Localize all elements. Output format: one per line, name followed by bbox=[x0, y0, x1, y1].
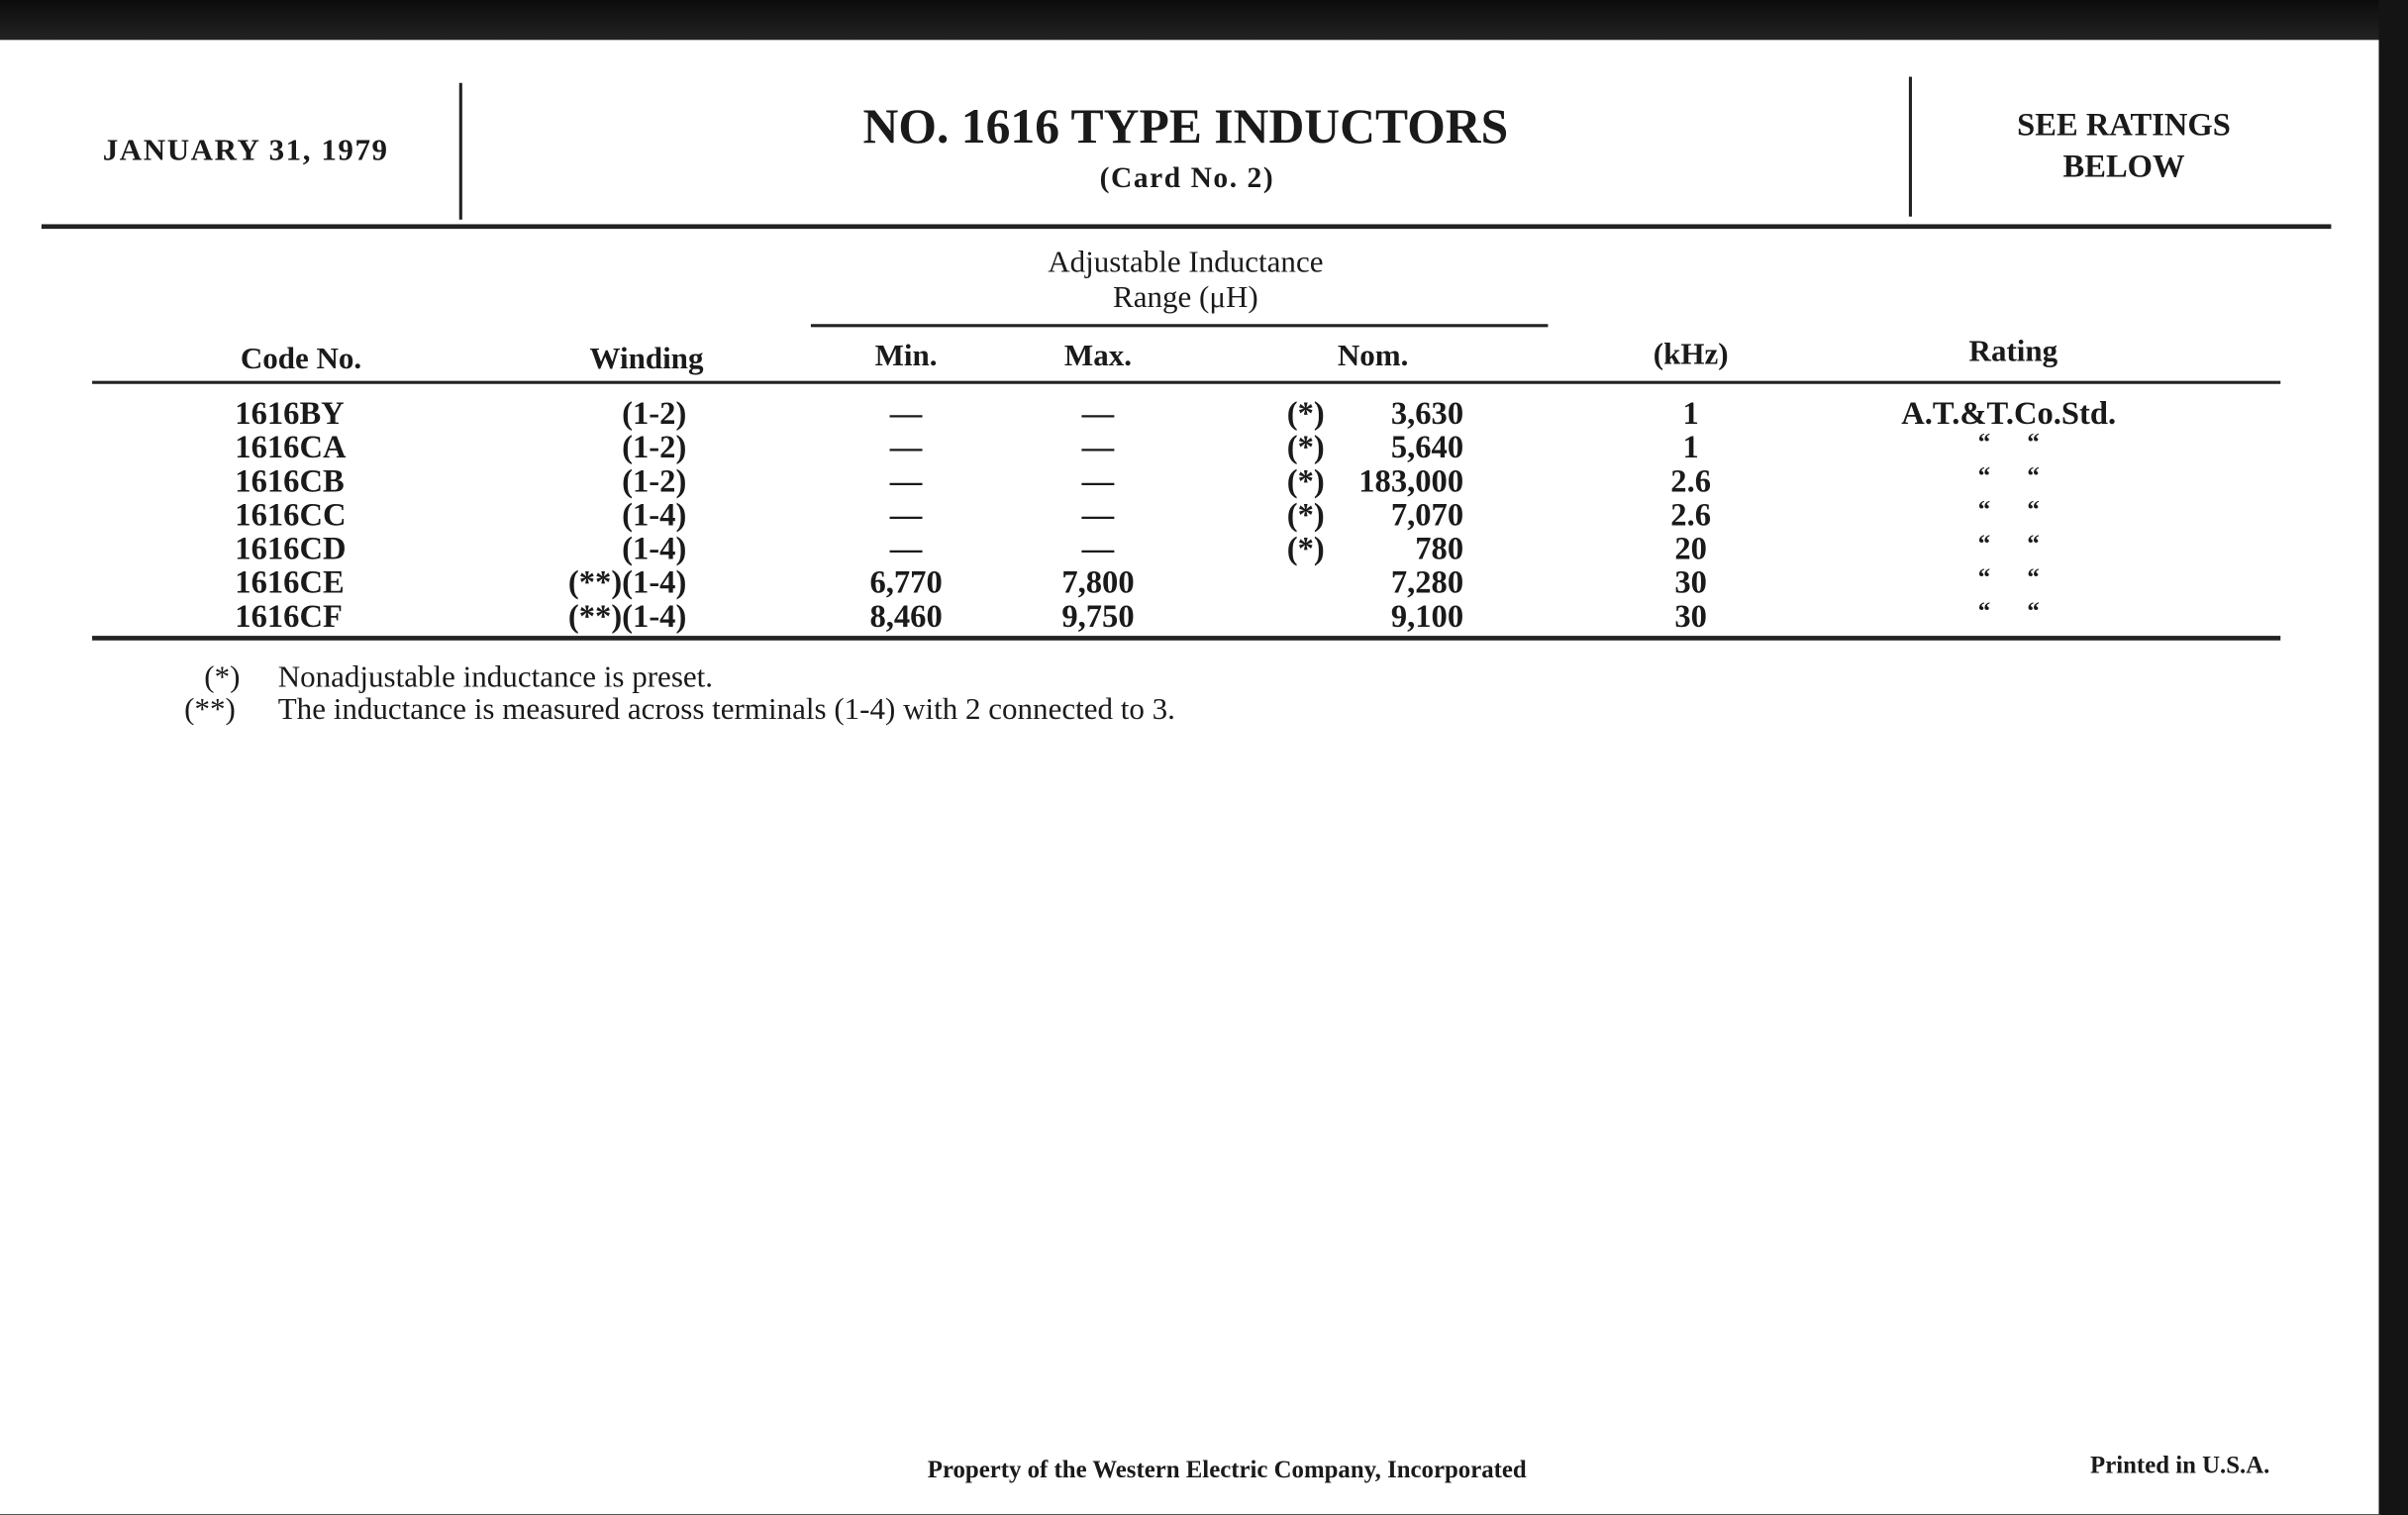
footnote-mark: (*) bbox=[204, 659, 241, 695]
code-cell: 1616CD bbox=[235, 530, 347, 567]
code-cell: 1616CE bbox=[235, 563, 345, 601]
max-cell: — bbox=[1081, 530, 1115, 567]
nom-cell: 9,100 bbox=[1390, 597, 1464, 635]
rating-cell: “ “ bbox=[1977, 497, 2040, 524]
khz-cell: 1 bbox=[1682, 428, 1699, 465]
min-cell: — bbox=[889, 530, 923, 567]
max-cell: — bbox=[1081, 495, 1115, 534]
code-cell: 1616CA bbox=[235, 428, 347, 465]
table-header-rule bbox=[92, 381, 2280, 383]
khz-cell: 30 bbox=[1674, 597, 1707, 635]
table-bottom-rule bbox=[92, 636, 2280, 641]
footnote-mark: (**) bbox=[184, 692, 236, 727]
nom-mark-cell: (*) bbox=[1286, 530, 1325, 567]
min-cell: — bbox=[889, 394, 923, 432]
rating-cell: “ “ bbox=[1977, 598, 2040, 626]
khz-cell: 2.6 bbox=[1670, 461, 1712, 500]
nom-mark-cell: (*) bbox=[1286, 495, 1325, 534]
min-cell: 8,460 bbox=[869, 597, 943, 635]
nom-mark-cell: (*) bbox=[1286, 428, 1325, 465]
max-cell: — bbox=[1081, 428, 1115, 465]
nom-mark-cell: (*) bbox=[1286, 394, 1325, 432]
winding-cell: (1-2) bbox=[622, 428, 687, 465]
col-header-khz: (kHz) bbox=[1653, 338, 1729, 372]
col-header-min: Min. bbox=[874, 339, 938, 373]
group-header-line1: Adjustable Inductance bbox=[1048, 246, 1324, 280]
min-cell: 6,770 bbox=[869, 563, 943, 601]
footer-printed: Printed in U.S.A. bbox=[2090, 1453, 2270, 1479]
col-header-code: Code No. bbox=[240, 342, 362, 376]
min-cell: — bbox=[889, 495, 923, 534]
header-divider-right bbox=[1909, 77, 1912, 217]
rating-cell: “ “ bbox=[1977, 463, 2040, 490]
col-header-winding: Winding bbox=[589, 342, 704, 376]
khz-cell: 20 bbox=[1674, 530, 1707, 567]
code-cell: 1616CF bbox=[235, 597, 343, 635]
col-header-rating: Rating bbox=[1968, 335, 2058, 369]
header-rule bbox=[42, 224, 2332, 229]
min-cell: — bbox=[889, 428, 923, 465]
min-cell: — bbox=[889, 461, 923, 500]
khz-cell: 2.6 bbox=[1670, 495, 1712, 534]
max-cell: — bbox=[1081, 461, 1115, 500]
page-title: NO. 1616 TYPE INDUCTORS bbox=[862, 98, 1509, 154]
winding-cell: (1-2) bbox=[622, 461, 687, 500]
winding-cell: (1-2) bbox=[622, 394, 687, 432]
winding-cell: (1-4) bbox=[622, 495, 687, 534]
col-header-nom: Nom. bbox=[1337, 339, 1409, 373]
scan-border-right bbox=[2378, 0, 2407, 1514]
winding-cell: (**)(1-4) bbox=[567, 563, 687, 601]
winding-cell: (1-4) bbox=[622, 530, 687, 567]
header-divider-left bbox=[459, 83, 462, 220]
nom-cell: 780 bbox=[1415, 530, 1464, 567]
footer-property: Property of the Western Electric Company, Incorporated bbox=[927, 1457, 1527, 1484]
code-cell: 1616CB bbox=[235, 461, 345, 500]
nom-cell: 3,630 bbox=[1390, 394, 1464, 432]
col-header-max: Max. bbox=[1063, 339, 1133, 373]
date: JANUARY 31, 1979 bbox=[102, 133, 389, 168]
ratings-note-line2: BELOW bbox=[2062, 147, 2185, 185]
rating-cell: “ “ bbox=[1977, 564, 2040, 592]
footnote-text: The inductance is measured across terminals (1-4) with 2 connected to 3. bbox=[277, 692, 1175, 727]
footnote-text: Nonadjustable inductance is preset. bbox=[277, 659, 714, 695]
rating-cell: “ “ bbox=[1977, 531, 2040, 558]
max-cell: 7,800 bbox=[1061, 563, 1135, 601]
max-cell: 9,750 bbox=[1061, 597, 1135, 635]
max-cell: — bbox=[1081, 394, 1115, 432]
code-cell: 1616BY bbox=[235, 394, 345, 432]
khz-cell: 1 bbox=[1682, 394, 1699, 432]
code-cell: 1616CC bbox=[235, 495, 347, 534]
nom-cell: 7,070 bbox=[1390, 495, 1464, 534]
nom-cell: 183,000 bbox=[1358, 461, 1464, 500]
rating-cell: A.T.&T.Co.Std. bbox=[1901, 394, 2117, 432]
nom-cell: 5,640 bbox=[1390, 428, 1464, 465]
ratings-note-line1: SEE RATINGS bbox=[2017, 106, 2231, 144]
winding-cell: (**)(1-4) bbox=[567, 597, 687, 635]
page-subtitle: (Card No. 2) bbox=[1099, 162, 1275, 195]
nom-mark-cell: (*) bbox=[1286, 461, 1325, 500]
khz-cell: 30 bbox=[1674, 563, 1707, 601]
nom-cell: 7,280 bbox=[1390, 563, 1464, 601]
group-header-line2: Range (μH) bbox=[1113, 280, 1258, 315]
rating-cell: “ “ bbox=[1977, 430, 2040, 456]
group-header-rule bbox=[811, 324, 1548, 326]
